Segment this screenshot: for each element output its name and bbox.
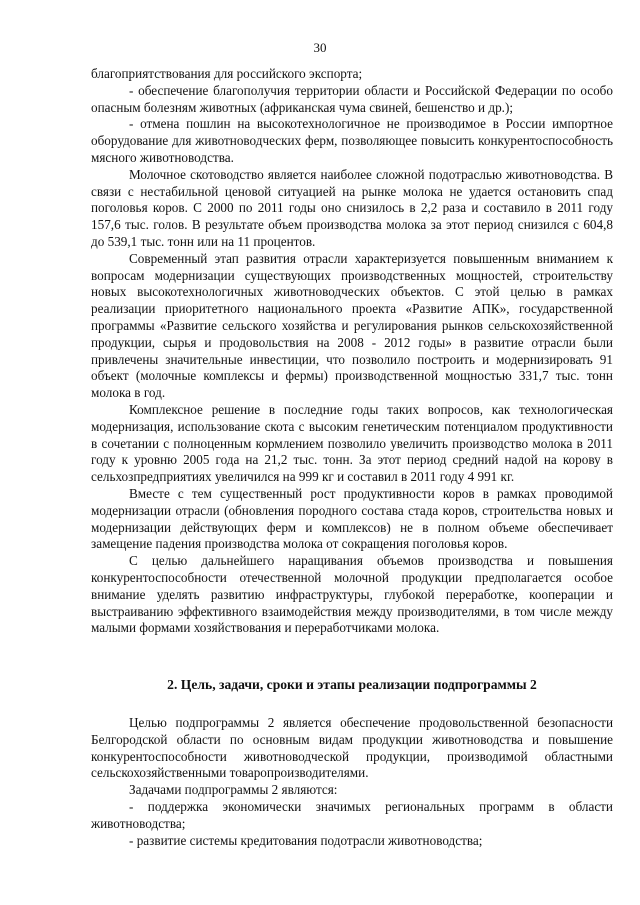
paragraph-1: благоприятствования для российского экспорта; bbox=[91, 66, 363, 81]
section-paragraph-1: Целью подпрограммы 2 является обеспечение продовольственной безопасности Белгородской области по основным видам продукции животноводства и повышение конкурентоспособности животноводческой продукции, производимой областными сельскохозяйственными товаропроизводителями. bbox=[91, 715, 613, 781]
paragraph-8: С целью дальнейшего наращивания объемов производства и повышения конкурентоспособности отечественной молочной продукции предполагается особое внимание уделять развитию инфраструктуры, глубокой переработке, кооперации и выстраиванию эффективного взаимодействия между производителями, в том числе между малыми формами хозяйствования и переработчиками молока. bbox=[91, 553, 613, 636]
section-list-item-1: - поддержка экономически значимых региональных программ в области животноводства; bbox=[91, 798, 613, 831]
paragraph-4: Молочное скотоводство является наиболее сложной подотраслью животноводства. В связи с нестабильной ценовой ситуацией на рынке молока не удается остановить спад поголовья коров. С 2000 по 2011 годы оно снизилось в 2,2 раза и составило в 2011 году 157,6 тыс. голов. В результате объем производства молока за этот период снизился с 604,8 до 539,1 тыс. тонн или на 11 процентов. bbox=[91, 166, 613, 249]
section-paragraph-2: Задачами подпрограммы 2 являются: bbox=[129, 782, 338, 798]
paragraph-6: Комплексное решение в последние годы таких вопросов, как технологическая модернизация, использование скота с высоким генетическим потенциалом продуктивности в сочетании с полноценным кормлением позволило увеличить производство молока в 2011 году к уровню 2005 года на 21,2 тыс. тонн. За этот период средний надой на корову в сельхозпредприятиях увеличился на 999 кг и составил в 2011 году 4 991 кг. bbox=[91, 401, 613, 485]
section-heading: 2. Цель, задачи, сроки и этапы реализации подпрограммы 2 bbox=[167, 677, 537, 692]
section-body-text bbox=[91, 715, 613, 849]
paragraph-3: - отмена пошлин на высокотехнологичное не производимое в России импортное оборудование для животноводческих ферм, позволяющее повысить конкурентоспособность мясного животноводства. bbox=[91, 116, 613, 165]
paragraph-5: Современный этап развития отрасли характеризуется повышенным вниманием к вопросам модернизации существующих производственных мощностей, строительству новых высокотехнологичных животноводческих объектов. С этой целью в рамках реализации приоритетного национального проекта «Развитие АПК», государственной программы «Развитие сельского хозяйства и регулирования рынков сельскохозяйственной продукции, сырья и продовольствия на 2008 - 2012 годы» в развитие отрасли были привлечены значительные инвестиции, что позволило построить и модернизировать 91 объект (молочные комплексы и фермы) производственной мощностью 331,7 тыс. тонн молока в год. bbox=[91, 250, 613, 401]
section-list-item-2: - развитие системы кредитования подотрасли животноводства; bbox=[129, 832, 483, 848]
body-text bbox=[91, 66, 613, 637]
paragraph-2: - обеспечение благополучия территории области и Российской Федерации по особо опасным болезням животных (африканская чума свиней, бешенство и др.); bbox=[91, 82, 613, 115]
paragraph-7: Вместе с тем существенный рост продуктивности коров в рамках проводимой модернизации отрасли (обновления породного состава стада коров, строительства новых и модернизации действующих ферм и комплексов) не в полном объеме обеспечивает замещение падения производства молока от сокращения поголовья коров. bbox=[91, 485, 613, 552]
page-number: 30 bbox=[313, 40, 327, 55]
